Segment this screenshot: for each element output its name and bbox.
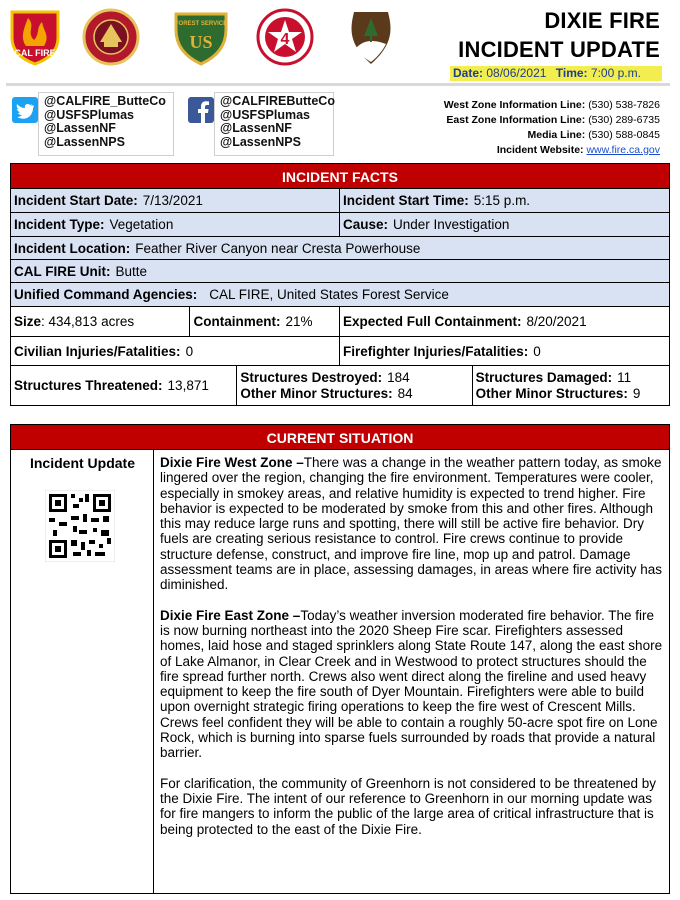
twitter-icon[interactable] xyxy=(12,97,38,123)
svg-text:FOREST SERVICE: FOREST SERVICE xyxy=(174,21,228,27)
incident-update-label: Incident Update xyxy=(29,455,135,471)
date-value: 08/06/2021 xyxy=(486,66,547,80)
date-time-bar xyxy=(450,66,662,81)
facts-row-location xyxy=(10,237,670,260)
east-zone-paragraph xyxy=(160,608,665,761)
west-zone-paragraph xyxy=(160,455,665,593)
east-zone-text: Today’s weather inversion moderated fire behavior. The fire is now burning northeast into the 2020 Sheep Fire scar. Firefighters assessed homes, laid hose and staged sprinklers along State Route 147, along the east shore of Lake Almanor, in Clear Creek and in Westwood to protect structures should the fire spread further north. Crews also went direct along the fireline and used heavy equipment to keep the fire south of Dyer Mountain. Firefighters were able to build upon overnight strategic firing operations to keep the fire west of Crescent Mills. Crews feel confident they will be able to contain a roughly 50-acre spot fire on Lone Rock, which is burning into sparse fuels surrounded by roads that provide a natural barrier. xyxy=(160,607,663,761)
website-link[interactable]: www.fire.ca.gov xyxy=(586,144,660,156)
start-time-value: 5:15 p.m. xyxy=(473,193,531,208)
facts-row-injuries xyxy=(10,337,670,366)
destroyed-value: 184 xyxy=(387,369,410,385)
size-cell: Size : 434,813 acres xyxy=(11,307,190,336)
twitter-handles xyxy=(38,92,174,156)
facts-row-type xyxy=(10,213,670,237)
damaged-minor-value: 9 xyxy=(632,385,641,401)
start-time-cell: Incident Start Time: 5:15 p.m. xyxy=(343,193,531,208)
facts-row-size xyxy=(10,307,670,337)
agencies-cell: Unified Command Agencies: CAL FIRE, United States Forest Service xyxy=(14,287,449,302)
threatened-cell: Structures Threatened: 13,871 xyxy=(11,366,237,405)
twitter-handle[interactable]: @LassenNPS xyxy=(44,134,125,149)
unit-value: Butte xyxy=(115,263,148,279)
twitter-handle[interactable]: @LassenNF xyxy=(44,121,116,135)
title-line-1: DIXIE FIRE xyxy=(544,8,660,33)
title-line-2: INCIDENT UPDATE xyxy=(458,37,660,62)
damaged-value: 11 xyxy=(617,369,632,385)
situation-left-column xyxy=(11,450,154,893)
contact-lines xyxy=(444,98,660,158)
containment-value: 21% xyxy=(285,314,313,329)
media-line: Media Line: (530) 588-0845 xyxy=(527,129,660,141)
west-zone-phone[interactable]: (530) 538-7826 xyxy=(588,99,660,111)
facebook-handles xyxy=(214,92,334,156)
incident-management-team-logo xyxy=(256,8,314,66)
twitter-handle[interactable]: @CALFIRE_ButteCo xyxy=(44,94,166,108)
destroyed-cell: Structures Destroyed: 184 Other Minor Structures: 84 xyxy=(237,366,472,405)
facts-row-structures xyxy=(10,366,670,406)
location-value: Feather River Canyon near Cresta Powerhouse xyxy=(135,240,421,256)
start-date-value: 7/13/2021 xyxy=(142,193,203,208)
national-park-service-logo xyxy=(342,8,400,66)
svg-text:US: US xyxy=(189,32,213,52)
start-date-cell: Incident Start Date: 7/13/2021 xyxy=(11,189,340,212)
incident-facts-heading: INCIDENT FACTS xyxy=(10,163,670,189)
east-zone-line: East Zone Information Line: (530) 289-6735 xyxy=(446,114,660,126)
full-containment-value: 8/20/2021 xyxy=(526,314,587,329)
usfs-plumas-logo xyxy=(82,8,140,66)
east-zone-title: Dixie Fire East Zone – xyxy=(160,607,301,623)
facts-row-agencies xyxy=(10,283,670,307)
document-title xyxy=(458,6,660,64)
west-zone-line: West Zone Information Line: (530) 538-7826 xyxy=(443,99,660,111)
location-cell: Incident Location: Feather River Canyon near Cresta Powerhouse xyxy=(14,240,421,256)
facebook-handle[interactable]: @CALFIREButteCo xyxy=(220,94,335,108)
agency-logos xyxy=(6,6,406,70)
unit-cell: CAL FIRE Unit: Butte xyxy=(14,263,148,279)
threatened-value: 13,871 xyxy=(167,378,209,393)
cause-cell: Cause: Under Investigation xyxy=(343,217,510,232)
svg-text:CAL FIRE: CAL FIRE xyxy=(14,48,56,58)
size-value: : 434,813 acres xyxy=(41,314,135,329)
west-zone-text: There was a change in the weather pattern today, as smoke lingered over the region, changing the fire environment. Temperatures were cooler, especially in smokey areas, and relative humidity is expected to trend higher. Fire behavior is expected to be moderated by smoke from this and other fires. Although this may reduce large runs and spotting, there will still be active fire behavior. Dry fuels are creating serious resistance to control. Fire crews continue to provide structure defense, construct, and improve fire line, mop up and patrol. Damage assessment teams are in place, assessing damages, in areas where fire activity has diminished. xyxy=(160,455,662,593)
type-value: Vegetation xyxy=(109,217,174,232)
facts-row-start xyxy=(10,189,670,213)
east-zone-phone[interactable]: (530) 289-6735 xyxy=(588,114,660,126)
facebook-handle[interactable]: @LassenNF xyxy=(220,121,292,135)
facebook-handle[interactable]: @LassenNPS xyxy=(220,134,301,149)
full-containment-cell: Expected Full Containment: 8/20/2021 xyxy=(343,314,587,329)
destroyed-minor-value: 84 xyxy=(397,385,413,401)
firefighter-cell: Firefighter Injuries/Fatalities: 0 xyxy=(343,343,541,359)
facebook-icon[interactable] xyxy=(188,97,214,123)
civilian-cell: Civilian Injuries/Fatalities: 0 xyxy=(11,337,340,365)
header-divider xyxy=(6,83,670,86)
facebook-handle[interactable]: @USFSPlumas xyxy=(220,107,310,122)
situation-text xyxy=(160,455,665,852)
containment-cell: Containment: 21% xyxy=(190,307,340,336)
current-situation-table xyxy=(10,450,670,894)
twitter-handle[interactable]: @USFSPlumas xyxy=(44,107,134,122)
media-phone[interactable]: (530) 588-0845 xyxy=(588,129,660,141)
date-label: Date: xyxy=(453,66,484,80)
time-value: 7:00 p.m. xyxy=(590,66,641,80)
west-zone-title: Dixie Fire West Zone – xyxy=(160,455,304,470)
type-cell: Incident Type: Vegetation xyxy=(11,213,340,236)
cause-value: Under Investigation xyxy=(393,217,510,232)
firefighter-value: 0 xyxy=(533,343,541,359)
qr-code-icon[interactable] xyxy=(45,490,115,562)
civilian-value: 0 xyxy=(185,343,194,359)
damaged-cell: Structures Damaged: 11 Other Minor Structures: 9 xyxy=(475,369,641,401)
time-label: Time: xyxy=(555,66,588,80)
current-situation-heading: CURRENT SITUATION xyxy=(10,424,670,450)
agencies-value: CAL FIRE, United States Forest Service xyxy=(209,287,449,302)
facts-row-unit xyxy=(10,260,670,283)
svg-text:4: 4 xyxy=(280,31,290,48)
clarification-paragraph: For clarification, the community of Greenhorn is not considered to be threatened by the Dixie Fire. The intent of our reference to Greenhorn in our morning update was for fire mangers to inform the public of the large area of critical infrastructure that is being protected to the east of the Dixie Fire. xyxy=(160,775,657,837)
cal-fire-logo xyxy=(6,8,64,66)
forest-service-logo xyxy=(172,8,230,66)
incident-website: Incident Website: www.fire.ca.gov xyxy=(496,144,660,156)
